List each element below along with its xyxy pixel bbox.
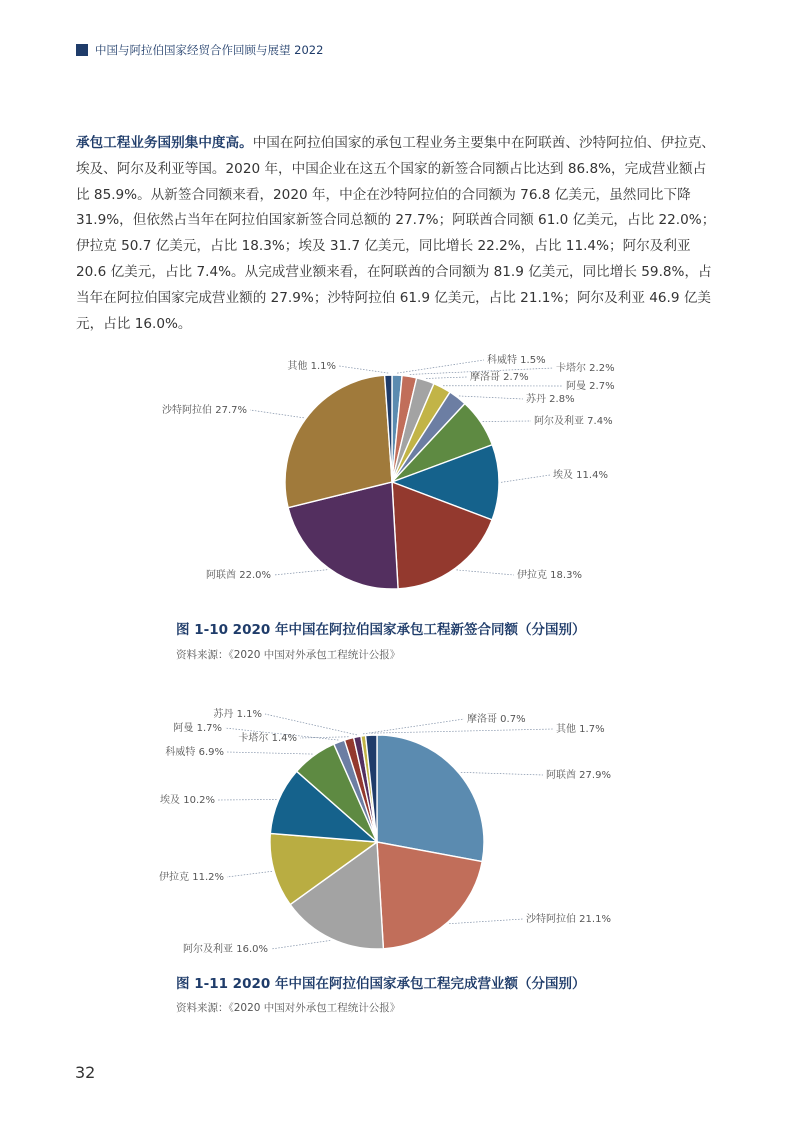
slice-label-9: 苏丹 1.1%: [213, 709, 262, 720]
slice-label-5: 苏丹 2.8%: [526, 394, 575, 405]
slice-label-10: 摩洛哥 0.7%: [467, 714, 526, 725]
slice-label-9: 阿联酋 22.0%: [206, 570, 271, 581]
page-number: 32: [75, 1063, 96, 1082]
slice-label-3: 阿尔及利亚 16.0%: [183, 944, 268, 955]
pie-slice-1: [377, 735, 484, 862]
leader-line-6: [227, 752, 313, 754]
slice-label-2: 卡塔尔 2.2%: [556, 363, 615, 374]
slice-label-4: 阿曼 2.7%: [566, 381, 615, 392]
paragraph-text: 中国在阿拉伯国家的承包工程业务主要集中在阿联酋、沙特阿拉伯、伊拉克、埃及、阿尔及利亚等国。2020 年，中国企业在这五个国家的新签合同额占比达到 86.8%，完成营业额占比 85.9%。从新签合同额来看，2020 年，中企在沙特阿拉伯的合同额为 76.8 亿美元，虽然同比下降 31.9%，但依然占当年在阿拉伯国家新签合同总额的 27.7%；阿联酋合同额 61.0 亿美元，占比 22.0%；伊拉克 50.7 亿美元，占比 18.3%；埃及 31.7 亿美元，同比增长 22.2%，占比 11.4%；阿尔及利亚 20.6 亿美元，占比 7.4%。从完成营业额来看，在阿联酋的合同额为 81.9 亿美元，同比增长 59.8%，占当年在阿拉伯国家完成营业额的 27.9%；沙特阿拉伯 61.9 亿美元，占比 21.1%；阿尔及利亚 46.9 亿美元，占比 16.0%。: [76, 135, 716, 332]
leader-line-10: [250, 410, 304, 418]
header-title: 中国与阿拉伯国家经贸合作回顾与展望 2022: [95, 43, 324, 57]
running-header: [76, 42, 323, 58]
slice-label-5: 埃及 10.2%: [160, 795, 215, 806]
leader-line-2: [449, 919, 523, 924]
leader-line-5: [218, 799, 277, 800]
slice-label-7: 阿曼 1.7%: [173, 723, 222, 734]
slice-label-11: 其他 1.7%: [556, 724, 605, 735]
slice-label-10: 沙特阿拉伯 27.7%: [162, 405, 247, 416]
header-square-icon: [76, 44, 88, 56]
slice-label-6: 阿尔及利亚 7.4%: [534, 416, 613, 427]
leader-line-9: [265, 714, 357, 735]
leader-line-3: [271, 940, 330, 949]
leader-line-7: [501, 475, 550, 482]
slice-label-7: 埃及 11.4%: [553, 470, 608, 481]
slice-label-3: 摩洛哥 2.7%: [470, 372, 529, 383]
figure-source-1: 资料来源：《2020 中国对外承包工程统计公报》: [176, 649, 401, 661]
figure-caption-2: 图 1-11 2020 年中国在阿拉伯国家承包工程完成营业额（分国别）: [176, 976, 586, 992]
figure-source-2: 资料来源：《2020 中国对外承包工程统计公报》: [176, 1002, 401, 1014]
leader-line-11: [371, 729, 553, 733]
figure-caption-1: 图 1-10 2020 年中国在阿拉伯国家承包工程新签合同额（分国别）: [176, 622, 586, 638]
leader-line-3: [426, 377, 467, 378]
leader-line-8: [456, 570, 514, 575]
leader-line-5: [459, 396, 523, 399]
leader-line-1: [461, 772, 543, 775]
leader-line-11: [339, 366, 388, 373]
body-paragraph: [76, 131, 716, 337]
pie-chart-completed-turnover: [0, 700, 793, 960]
leader-line-9: [274, 570, 327, 575]
slice-label-1: 科威特 1.5%: [487, 355, 546, 366]
slice-label-2: 沙特阿拉伯 21.1%: [526, 914, 611, 925]
pie-chart-new-contracts: [0, 345, 793, 610]
leader-line-10: [363, 719, 464, 734]
slice-label-11: 其他 1.1%: [287, 361, 336, 372]
slice-label-6: 科威特 6.9%: [165, 747, 224, 758]
slice-label-4: 伊拉克 11.2%: [159, 872, 224, 883]
slice-label-8: 卡塔尔 1.4%: [238, 733, 297, 744]
paragraph-lead: 承包工程业务国别集中度高。: [76, 135, 253, 151]
slice-label-1: 阿联酋 27.9%: [546, 770, 611, 781]
leader-line-4: [227, 871, 272, 877]
pie-slice-2: [377, 842, 482, 949]
slice-label-8: 伊拉克 18.3%: [517, 570, 582, 581]
